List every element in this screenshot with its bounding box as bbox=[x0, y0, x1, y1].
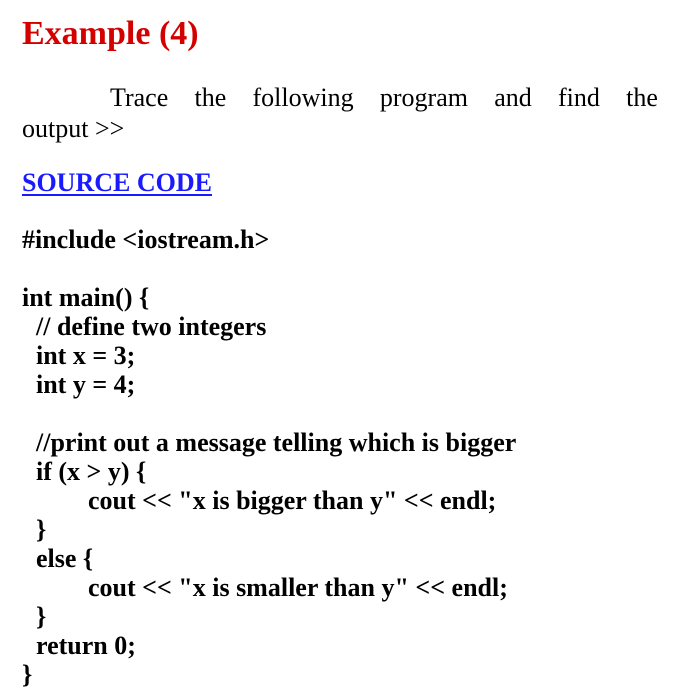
intro-word: find bbox=[558, 83, 600, 112]
intro-word: the bbox=[626, 83, 658, 112]
code-line-declare-y: int y = 4; bbox=[36, 370, 136, 399]
intro-word: Trace bbox=[110, 83, 169, 112]
code-blank-line bbox=[22, 399, 516, 428]
intro-paragraph bbox=[22, 82, 658, 144]
code-line-if: if (x > y) { bbox=[36, 457, 147, 486]
code-block bbox=[22, 225, 516, 689]
example-title: Example (4) bbox=[22, 15, 199, 52]
code-line-comment-print: //print out a message telling which is bigger bbox=[36, 428, 517, 457]
intro-word: the bbox=[194, 83, 227, 112]
code-line-comment-define: // define two integers bbox=[36, 312, 267, 341]
code-line-return: return 0; bbox=[36, 631, 136, 660]
code-line-close-main: } bbox=[22, 660, 33, 689]
code-blank-line bbox=[22, 254, 516, 283]
code-line-close-if: } bbox=[36, 515, 47, 544]
source-code-heading: SOURCE CODE bbox=[22, 168, 212, 197]
code-line-close-else: } bbox=[36, 602, 47, 631]
intro-word: and bbox=[494, 83, 532, 112]
code-line-else: else { bbox=[36, 544, 94, 573]
code-line-cout-bigger: cout << "x is bigger than y" << endl; bbox=[88, 486, 497, 515]
intro-line-1 bbox=[22, 82, 658, 113]
code-line-cout-smaller: cout << "x is smaller than y" << endl; bbox=[88, 573, 508, 602]
intro-word: program bbox=[379, 83, 468, 112]
code-line-include: #include <iostream.h> bbox=[22, 225, 270, 254]
intro-line-2: output >> bbox=[22, 114, 125, 143]
intro-word: following bbox=[252, 83, 354, 112]
code-line-main-signature: int main() { bbox=[22, 283, 150, 312]
code-line-declare-x: int x = 3; bbox=[36, 341, 136, 370]
